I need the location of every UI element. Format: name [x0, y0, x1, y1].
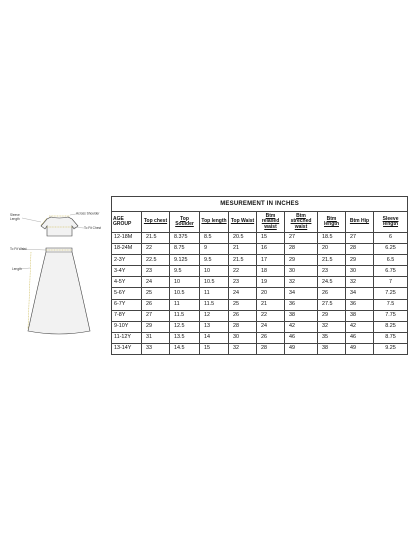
header-row: [112, 212, 408, 233]
measurement-cell: 11.5: [170, 310, 200, 321]
measurement-cell: 26: [142, 299, 170, 310]
age-group-cell: 4-5Y: [112, 277, 142, 288]
measurement-cell: 9.25: [374, 343, 408, 354]
measurement-cell: 21: [229, 244, 257, 255]
age-group-cell: 5-6Y: [112, 288, 142, 299]
measurement-cell: 35: [318, 332, 346, 343]
measurement-cell: 13.5: [170, 332, 200, 343]
measurement-cell: 29: [346, 255, 374, 266]
measurement-cell: 27: [142, 310, 170, 321]
measurement-cell: 30: [285, 266, 318, 277]
skirt-length-marker: [28, 252, 31, 329]
measurement-cell: 18: [257, 266, 285, 277]
measurement-cell: 28: [346, 244, 374, 255]
measurement-cell: 18.5: [318, 233, 346, 244]
measurement-cell: 22: [257, 310, 285, 321]
measurement-cell: 32: [318, 321, 346, 332]
measurement-cell: 7: [374, 277, 408, 288]
table-title: MESUREMENT IN INCHES: [112, 197, 408, 212]
measurement-cell: 7.5: [374, 299, 408, 310]
measurement-cell: 32: [285, 277, 318, 288]
measurement-cell: 49: [346, 343, 374, 354]
measurement-cell: 8.75: [374, 332, 408, 343]
measurement-cell: 31: [142, 332, 170, 343]
measurement-cell: 6.5: [374, 255, 408, 266]
measurement-cell: 8.25: [374, 321, 408, 332]
measurement-cell: 25: [229, 299, 257, 310]
size-chart-table: [111, 196, 408, 355]
header-btm-hip: Btm Hip: [346, 212, 374, 233]
header-age-group: AGE GROUP: [112, 212, 142, 233]
measurement-cell: 11: [170, 299, 200, 310]
measurement-cell: 36: [285, 299, 318, 310]
measurement-cell: 12.5: [170, 321, 200, 332]
measurement-cell: 14.5: [170, 343, 200, 354]
measurement-cell: 20: [257, 288, 285, 299]
age-group-cell: 11-12Y: [112, 332, 142, 343]
measurement-cell: 6: [374, 233, 408, 244]
age-group-cell: 18-24M: [112, 244, 142, 255]
measurement-cell: 12: [200, 310, 229, 321]
age-group-cell: 12-18M: [112, 233, 142, 244]
table-row: [112, 244, 408, 255]
sleeve-length-label-line2: Length: [10, 217, 20, 221]
measurement-cell: 7.25: [374, 288, 408, 299]
measurement-cell: 28: [285, 244, 318, 255]
measurement-cell: 27: [346, 233, 374, 244]
measurement-cell: 26: [257, 332, 285, 343]
measurement-cell: 21.5: [142, 233, 170, 244]
header-btm-length: Btm length: [318, 212, 346, 233]
to-fit-chest-label: To Fit Chest: [84, 226, 102, 230]
table-row: [112, 332, 408, 343]
measurement-cell: 20: [318, 244, 346, 255]
measurement-cell: 21.5: [229, 255, 257, 266]
measurement-cell: 32: [229, 343, 257, 354]
measurement-cell: 28: [257, 343, 285, 354]
measurement-cell: 24: [142, 277, 170, 288]
measurement-cell: 9.125: [170, 255, 200, 266]
measurement-cell: 21: [257, 299, 285, 310]
measurement-cell: 8.375: [170, 233, 200, 244]
header-btm-relaxed-waist: Btm relaxed waist: [257, 212, 285, 233]
measurement-cell: 42: [346, 321, 374, 332]
measurement-cell: 13: [200, 321, 229, 332]
measurement-cell: 38: [346, 310, 374, 321]
measurement-cell: 6.25: [374, 244, 408, 255]
measurement-cell: 32: [346, 277, 374, 288]
measurement-cell: 6.75: [374, 266, 408, 277]
measurement-cell: 33: [142, 343, 170, 354]
measurement-cell: 17: [257, 255, 285, 266]
measurement-cell: 9.5: [200, 255, 229, 266]
age-group-cell: 7-8Y: [112, 310, 142, 321]
measurement-cell: 42: [285, 321, 318, 332]
measurement-cell: 10: [170, 277, 200, 288]
measurement-cell: 24: [257, 321, 285, 332]
measurement-cell: 21.5: [318, 255, 346, 266]
measurement-cell: 14: [200, 332, 229, 343]
measurement-cell: 30: [229, 332, 257, 343]
measurement-cell: 15: [257, 233, 285, 244]
table-row: [112, 299, 408, 310]
table-row: [112, 233, 408, 244]
measurement-cell: 34: [285, 288, 318, 299]
measurement-cell: 23: [229, 277, 257, 288]
measurement-cell: 22: [229, 266, 257, 277]
measurement-cell: 19: [257, 277, 285, 288]
header-btm-stretched-waist: Btm streched waist: [285, 212, 318, 233]
header-sleeve-length: Sleeve length: [374, 212, 408, 233]
measurement-cell: 28: [229, 321, 257, 332]
measurement-cell: 23: [318, 266, 346, 277]
table-body: [112, 233, 408, 355]
table-row: [112, 277, 408, 288]
measurement-cell: 29: [285, 255, 318, 266]
measurement-cell: 20.5: [229, 233, 257, 244]
measurement-cell: 27.5: [318, 299, 346, 310]
measurement-cell: 38: [285, 310, 318, 321]
measurement-cell: 38: [318, 343, 346, 354]
measurement-cell: 9: [200, 244, 229, 255]
measurement-cell: 46: [285, 332, 318, 343]
measurement-cell: 29: [142, 321, 170, 332]
blouse-outline: [41, 217, 78, 236]
header-top-chest: Top chest: [142, 212, 170, 233]
measurement-cell: 34: [346, 288, 374, 299]
measurement-cell: 36: [346, 299, 374, 310]
sleeve-length-label: Sleeve: [10, 213, 20, 217]
measurement-cell: 10: [200, 266, 229, 277]
garment-measurement-diagram: [6, 196, 108, 342]
table-row: [112, 310, 408, 321]
table-row: [112, 288, 408, 299]
measurement-cell: 24.5: [318, 277, 346, 288]
measurement-cell: 46: [346, 332, 374, 343]
to-fit-waist-label: To Fit Waist: [10, 247, 27, 251]
measurement-cell: 24: [229, 288, 257, 299]
table-row: [112, 343, 408, 354]
header-top-waist: Top Waist: [229, 212, 257, 233]
table-row: [112, 321, 408, 332]
age-group-cell: 6-7Y: [112, 299, 142, 310]
age-group-cell: 9-10Y: [112, 321, 142, 332]
measurement-cell: 11.5: [200, 299, 229, 310]
age-group-cell: 3-4Y: [112, 266, 142, 277]
measurement-cell: 15: [200, 343, 229, 354]
measurement-cell: 8.75: [170, 244, 200, 255]
measurement-cell: 10.5: [200, 277, 229, 288]
measurement-cell: 8.5: [200, 233, 229, 244]
measurement-cell: 9.5: [170, 266, 200, 277]
measurement-cell: 27: [285, 233, 318, 244]
measurement-cell: 23: [142, 266, 170, 277]
table-row: [112, 255, 408, 266]
age-group-cell: 2-3Y: [112, 255, 142, 266]
measurement-cell: 22: [142, 244, 170, 255]
header-top-length: Top length: [200, 212, 229, 233]
age-group-cell: 13-14Y: [112, 343, 142, 354]
measurement-cell: 7.75: [374, 310, 408, 321]
measurement-cell: 10.5: [170, 288, 200, 299]
measurement-cell: 11: [200, 288, 229, 299]
measurement-cell: 26: [229, 310, 257, 321]
measurement-cell: 30: [346, 266, 374, 277]
measurement-cell: 29: [318, 310, 346, 321]
header-top-shoulder: Top Soulder: [170, 212, 200, 233]
length-label: Length: [12, 267, 22, 271]
measurement-cell: 49: [285, 343, 318, 354]
measurement-cell: 26: [318, 288, 346, 299]
measurement-cell: 16: [257, 244, 285, 255]
table-row: [112, 266, 408, 277]
measurement-cell: 25: [142, 288, 170, 299]
measurement-cell: 22.5: [142, 255, 170, 266]
across-shoulder-label: Across Shoulder: [76, 211, 100, 216]
skirt-outline: [28, 248, 90, 334]
